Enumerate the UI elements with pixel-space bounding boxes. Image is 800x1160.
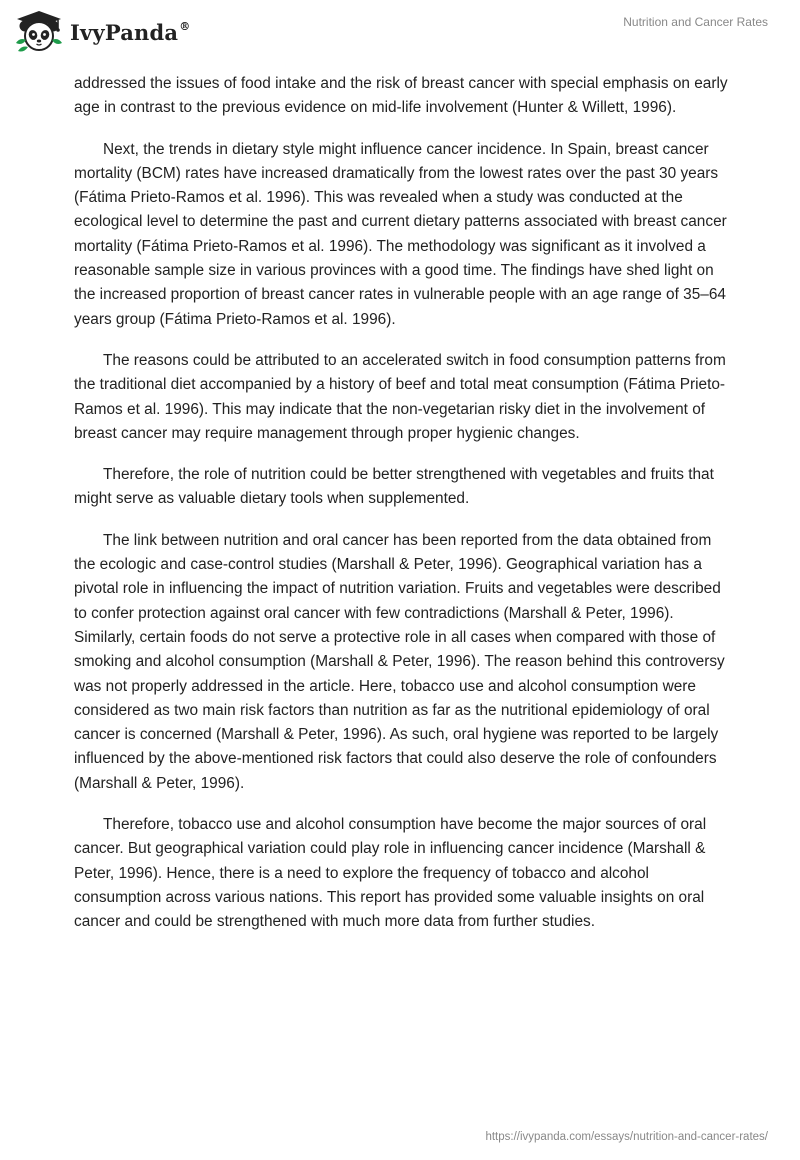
source-url[interactable]: https://ivypanda.com/essays/nutrition-and-cancer-rates/	[485, 1131, 768, 1143]
paragraph-continuation: addressed the issues of food intake and the risk of breast cancer with special emphasis on early age in contrast to the previous evidence on mid-life involvement (Hunter & Willett, 1996).	[74, 75, 728, 117]
ivypanda-logo[interactable]	[14, 8, 190, 56]
paragraph: The reasons could be attributed to an accelerated switch in food consumption patterns from the traditional diet accompanied by a history of beef and total meat consumption (Fátima Prieto-Ramos et al. 1996). This may indicate that the non-vegetarian risky diet in the involvement of breast cancer may require management through proper hygienic changes.	[74, 351, 726, 442]
page-title: Nutrition and Cancer Rates	[623, 15, 768, 29]
paragraph: The link between nutrition and oral cancer has been reported from the data obtained from the ecologic and case-control studies (Marshall & Peter, 1996). Geographical variation has a pivotal role in influencing the impact of nutrition variation. Fruits and vegetables were described to confer protection against oral cancer with few contradictions (Marshall & Peter, 1996). Similarly, certain foods do not serve a protective role in all cases when compared with those of smoking and alcohol consumption (Marshall & Peter, 1996). The reason behind this controversy was not properly addressed in the article. Here, tobacco use and alcohol consumption were considered as two main risk factors than nutrition as far as the nutritional epidemiology of oral cancer is concerned (Marshall & Peter, 1996). As such, oral hygiene was reported to be largely influenced by the above-mentioned risk factors that could also deserve the role of confounders (Marshall & Peter, 1996).	[74, 531, 725, 792]
paragraph: Therefore, tobacco use and alcohol consumption have become the major sources of oral cancer. But geographical variation could play role in influencing cancer incidence (Marshall & Peter, 1996). Hence, there is a need to explore the frequency of tobacco and alcohol consumption across various nations. This report has provided some valuable insights on oral cancer and could be strengthened with much more data from further studies.	[74, 816, 707, 931]
paragraph: Next, the trends in dietary style might influence cancer incidence. In Spain, breast cancer mortality (BCM) rates have increased dramatically from the lowest rates over the past 30 years (Fátima Prieto-Ramos et al. 1996). This was revealed when a study was conducted at the ecological level to determine the past and current dietary patterns associated with breast cancer mortality (Fátima Prieto-Ramos et al. 1996). The methodology was significant as it involved a reasonable sample size in various provinces with a good time. The findings have shed light on the increased proportion of breast cancer rates in vulnerable people with an age range of 35–64 years group (Fátima Prieto-Ramos et al. 1996).	[74, 140, 727, 328]
page-header	[0, 0, 800, 60]
article-body	[74, 72, 734, 952]
paragraph: Therefore, the role of nutrition could be better strengthened with vegetables and fruits that might serve as valuable dietary tools when supplemented.	[74, 466, 714, 508]
brand-name: IvyPanda®	[70, 19, 191, 45]
panda-graduate-icon	[14, 9, 64, 55]
registered-mark: ®	[179, 19, 191, 33]
